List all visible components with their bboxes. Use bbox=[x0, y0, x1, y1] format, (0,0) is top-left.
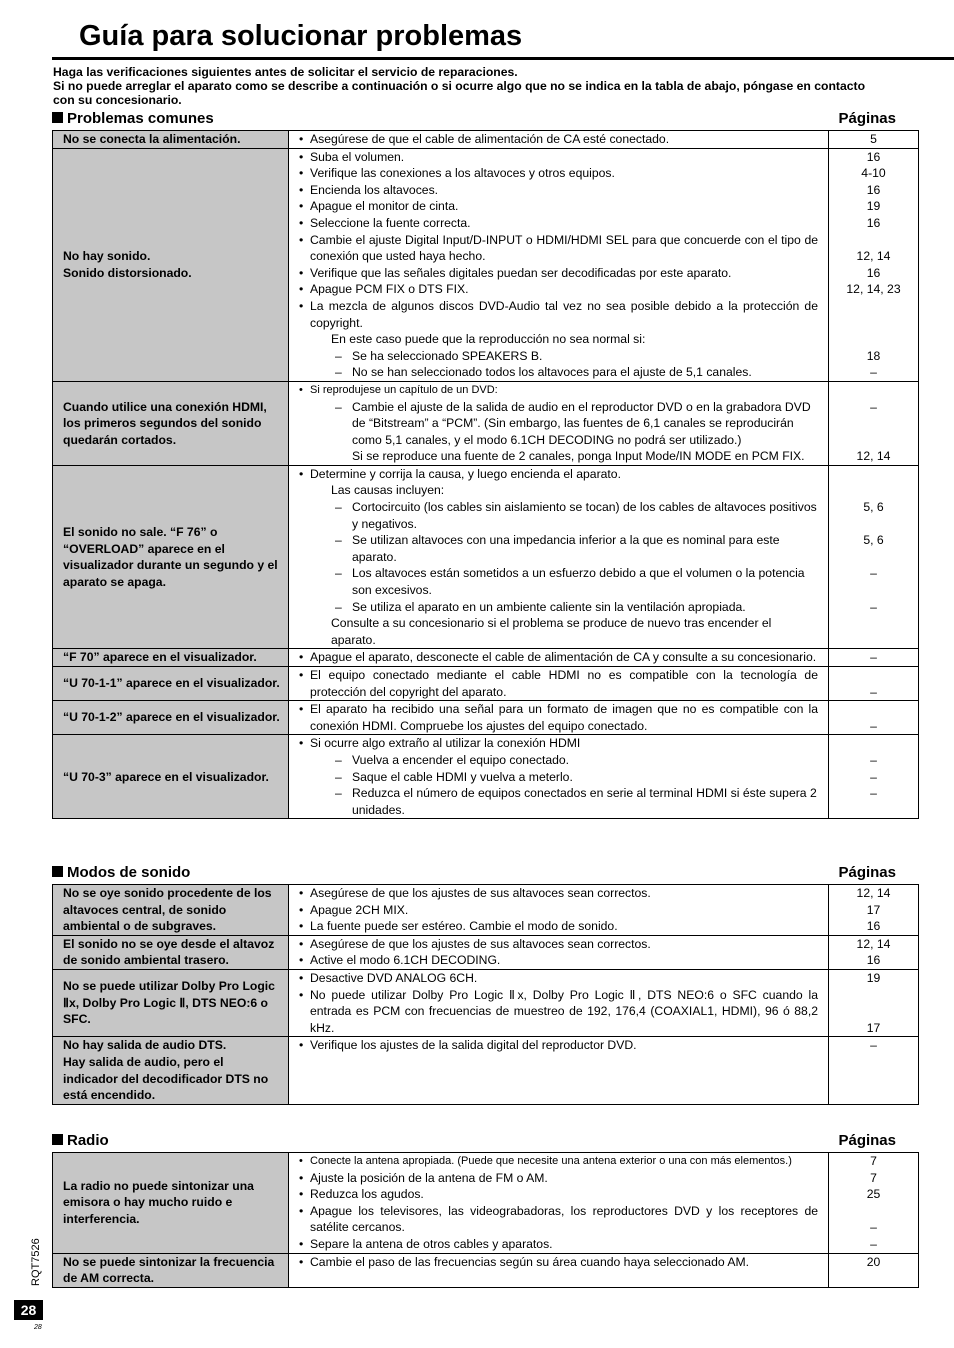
table-row bbox=[53, 885, 919, 936]
bullet-item: • No puede utilizar Dolby Pro Logic Ⅱx, Dolby Pro Logic Ⅱ, DTS NEO:6 o SFC cuando la entrada es PCM con frecuencias de muestreo de 192, 176,4 (COAXIAL1, HDMI), 96 ó 88,2 kHz. bbox=[299, 987, 818, 1037]
troubleshooting-table bbox=[52, 1152, 918, 1288]
section-title bbox=[52, 864, 190, 881]
page-ref: – bbox=[870, 769, 877, 784]
table-row bbox=[53, 148, 919, 381]
intro-line: Haga las verificaciones siguientes antes de solicitar el servicio de reparaciones. bbox=[53, 65, 518, 79]
square-bullet-icon bbox=[52, 1134, 63, 1145]
bullet-item: • Si ocurre algo extraño al utilizar la conexión HDMI bbox=[299, 735, 818, 752]
table-row bbox=[53, 969, 919, 1036]
problem-text: No hay salida de audio DTS. bbox=[63, 1038, 227, 1053]
page-ref: 12, 14 bbox=[856, 449, 891, 464]
problem-text: “U 70-1-2” aparece en el visualizador. bbox=[63, 710, 280, 725]
bullet-item: • Reduzca los agudos. bbox=[299, 1186, 818, 1203]
page-ref: 7 bbox=[870, 1170, 877, 1185]
problem-cell bbox=[53, 701, 289, 735]
table-row bbox=[53, 1153, 919, 1254]
pages-cell bbox=[829, 735, 919, 819]
problem-text: El sonido no sale. “F 76” o “OVERLOAD” aparece en el visualizador durante un segundo y el aparato se apaga. bbox=[63, 524, 278, 589]
solution-cell bbox=[289, 148, 829, 381]
square-bullet-icon bbox=[52, 112, 63, 123]
dash-item: – Se utiliza el aparato en un ambiente caliente sin la ventilación apropiada. bbox=[299, 599, 818, 616]
page-ref bbox=[829, 615, 918, 648]
problems-table bbox=[52, 884, 919, 1105]
section-title-text: Modos de sonido bbox=[67, 864, 191, 881]
solution-cell bbox=[289, 1253, 829, 1287]
page-ref bbox=[829, 331, 918, 348]
section-common-problems bbox=[52, 110, 918, 819]
bullet-item: • La fuente puede ser estéreo. Cambie el modo de sonido. bbox=[299, 918, 818, 935]
page-ref: 16 bbox=[866, 919, 881, 934]
problems-table bbox=[52, 1152, 919, 1288]
page-ref: 5, 6 bbox=[863, 533, 884, 548]
problem-cell bbox=[53, 1153, 289, 1254]
pages-cell bbox=[829, 1037, 919, 1104]
problem-cell bbox=[53, 148, 289, 381]
solution-cell bbox=[289, 667, 829, 701]
solution-cell bbox=[289, 935, 829, 969]
pages-column-label: Páginas bbox=[838, 1132, 896, 1149]
dash-item: – Vuelva a encender el equipo conectado. bbox=[299, 752, 818, 769]
troubleshooting-table bbox=[52, 884, 918, 1105]
page-ref: 16 bbox=[866, 953, 881, 968]
title-rule bbox=[52, 57, 954, 60]
pages-cell bbox=[829, 935, 919, 969]
bullet-item: • Suba el volumen. bbox=[299, 149, 818, 166]
bullet-item: • Verifique los ajustes de la salida digital del reproductor DVD. bbox=[299, 1037, 818, 1054]
bullet-item: • Verifique que las señales digitales puedan ser decodificadas por este aparato. bbox=[299, 265, 818, 282]
page-ref bbox=[829, 382, 918, 399]
table-row bbox=[53, 465, 919, 649]
page-ref: – bbox=[870, 566, 877, 581]
problem-cell bbox=[53, 649, 289, 667]
problem-text: Hay salida de audio, pero el indicador del decodificador DTS no está encendido. bbox=[63, 1054, 269, 1103]
page-title: Guía para solucionar problemas bbox=[79, 20, 523, 52]
section-title bbox=[52, 1132, 109, 1149]
page-ref: 19 bbox=[866, 970, 881, 985]
section-sound-modes bbox=[52, 864, 918, 1105]
table-row bbox=[53, 1253, 919, 1287]
troubleshooting-table bbox=[52, 130, 918, 819]
bullet-item: • Si reprodujese un capítulo de un DVD: bbox=[299, 382, 818, 399]
problem-cell bbox=[53, 735, 289, 819]
table-row bbox=[53, 667, 919, 701]
solution-cell bbox=[289, 131, 829, 149]
pages-cell bbox=[829, 969, 919, 1036]
bullet-item: • La mezcla de algunos discos DVD-Audio tal vez no sea posible debido a la protección de copyright. bbox=[299, 298, 818, 331]
bullet-item: • Conecte la antena apropiada. (Puede que necesite una antena exterior o una con más elementos.) bbox=[299, 1153, 818, 1170]
problem-cell bbox=[53, 885, 289, 936]
table-row bbox=[53, 649, 919, 667]
bullet-item: • Verifique las conexiones a los altavoces y otros equipos. bbox=[299, 165, 818, 182]
problem-text: No se puede utilizar Dolby Pro Logic Ⅱx, Dolby Pro Logic Ⅱ, DTS NEO:6 o SFC. bbox=[63, 979, 275, 1027]
table-row bbox=[53, 701, 919, 735]
problem-text: Sonido distorsionado. bbox=[63, 265, 192, 280]
note-text: Si se reproduce una fuente de 2 canales, ponga Input Mode/IN MODE en PCM FIX. bbox=[352, 449, 805, 464]
page-ref: – bbox=[870, 786, 877, 801]
bullet-item: • Seleccione la fuente correcta. bbox=[299, 215, 818, 232]
problem-cell bbox=[53, 935, 289, 969]
page-ref: 16 bbox=[866, 265, 881, 280]
bullet-item: • Asegúrese de que los ajustes de sus altavoces sean correctos. bbox=[299, 936, 818, 953]
problem-text: No hay sonido. bbox=[63, 249, 151, 264]
page-ref: 16 bbox=[866, 215, 881, 230]
pages-cell bbox=[829, 381, 919, 465]
solution-cell bbox=[289, 969, 829, 1036]
page-ref: – bbox=[870, 365, 877, 380]
dash-item: – Saque el cable HDMI y vuelva a meterlo. bbox=[299, 769, 818, 786]
page-ref: – bbox=[870, 752, 877, 767]
bullet-item: • Determine y corrija la causa, y luego encienda el aparato. bbox=[299, 466, 818, 483]
page-ref bbox=[829, 298, 918, 331]
solution-cell bbox=[289, 381, 829, 465]
sub-text: Las causas incluyen: bbox=[331, 483, 445, 498]
bullet-item: • Apague PCM FIX o DTS FIX. bbox=[299, 281, 818, 298]
page-ref bbox=[829, 735, 918, 752]
problem-cell bbox=[53, 465, 289, 649]
page-ref: 7 bbox=[870, 1154, 877, 1168]
square-bullet-icon bbox=[52, 866, 63, 877]
table-row bbox=[53, 1037, 919, 1104]
problem-text: No se conecta la alimentación. bbox=[63, 132, 241, 146]
page-ref: 12, 14 bbox=[856, 886, 891, 900]
bullet-item: • Apague el aparato, desconecte el cable de alimentación de CA y consulte a su concesionario. bbox=[299, 649, 818, 666]
page-ref: 4-10 bbox=[861, 166, 886, 181]
pages-cell bbox=[829, 1253, 919, 1287]
pages-cell bbox=[829, 701, 919, 735]
bullet-item: • Apague los televisores, las videograbadoras, los reproductores DVD y los receptores de satélite cercanos. bbox=[299, 1203, 818, 1236]
table-row bbox=[53, 381, 919, 465]
page-ref: 5, 6 bbox=[863, 500, 884, 515]
pages-column-label: Páginas bbox=[838, 110, 896, 127]
page-ref: 18 bbox=[866, 348, 881, 363]
section-header bbox=[52, 864, 918, 884]
problem-text: No se oye sonido procedente de los altavoces central, de sonido ambiental o de subgraves. bbox=[63, 886, 272, 934]
section-header bbox=[52, 110, 918, 130]
bullet-item: • Separe la antena de otros cables y aparatos. bbox=[299, 1236, 818, 1253]
page-ref: – bbox=[870, 1236, 877, 1251]
pages-cell bbox=[829, 1153, 919, 1254]
bullet-item: • Cambie el ajuste Digital Input/D-INPUT o HDMI/HDMI SEL para que concuerde con el tipo de conexión que usted haya hecho. bbox=[299, 232, 818, 265]
section-title-text: Problemas comunes bbox=[67, 110, 214, 127]
dash-item: – Reduzca el número de equipos conectados en serie al terminal HDMI si éste supera 2 unidades. bbox=[299, 785, 818, 818]
bullet-item: • Apague 2CH MIX. bbox=[299, 902, 818, 919]
section-radio bbox=[52, 1132, 918, 1288]
problem-text: La radio no puede sintonizar una emisora o hay mucho ruido e interferencia. bbox=[63, 1178, 254, 1227]
problem-text: “F 70” aparece en el visualizador. bbox=[63, 650, 257, 665]
solution-cell bbox=[289, 465, 829, 649]
page-ref: 12, 14 bbox=[856, 936, 891, 951]
bullet-item: • Active el modo 6.1CH DECODING. bbox=[299, 952, 818, 969]
bullet-item: • Desactive DVD ANALOG 6CH. bbox=[299, 970, 818, 987]
pages-cell bbox=[829, 148, 919, 381]
table-row bbox=[53, 935, 919, 969]
dash-item: – Los altavoces están sometidos a un esfuerzo debido a que el volumen o la potencia son excesivos. bbox=[299, 565, 818, 598]
bullet-item: • Apague el monitor de cinta. bbox=[299, 198, 818, 215]
problem-text: El sonido no se oye desde el altavoz de sonido ambiental trasero. bbox=[63, 936, 275, 968]
table-row bbox=[53, 735, 919, 819]
page-ref: 17 bbox=[866, 1020, 881, 1035]
bullet-item: • Ajuste la posición de la antena de FM o AM. bbox=[299, 1170, 818, 1187]
problem-text: “U 70-3” aparece en el visualizador. bbox=[63, 769, 269, 784]
section-header bbox=[52, 1132, 918, 1152]
page-ref: 16 bbox=[866, 149, 881, 164]
bullet-item: • Asegúrese de que los ajustes de sus altavoces sean correctos. bbox=[299, 885, 818, 902]
bullet-item: • El aparato ha recibido una señal para un formato de imagen que no es compatible con la conexión HDMI. Compruebe los ajustes del equipo conectado. bbox=[299, 701, 818, 734]
sub-text: Consulte a su concesionario si el problema se produce de nuevo tras encender el aparato. bbox=[331, 616, 772, 647]
solution-cell bbox=[289, 1037, 829, 1104]
page-ref: – bbox=[870, 650, 877, 665]
pages-cell bbox=[829, 885, 919, 936]
pages-cell bbox=[829, 649, 919, 667]
intro-line: con su concesionario. bbox=[53, 93, 182, 107]
page-ref: – bbox=[870, 1038, 877, 1053]
page-ref: 20 bbox=[866, 1254, 881, 1269]
bullet-item: • Encienda los altavoces. bbox=[299, 182, 818, 199]
problem-text: Cuando utilice una conexión HDMI, los primeros segundos del sonido quedarán cortados. bbox=[63, 399, 267, 447]
page-ref: 5 bbox=[870, 132, 877, 146]
problem-text: No se puede sintonizar la frecuencia de AM correcta. bbox=[63, 1254, 275, 1286]
problem-cell bbox=[53, 131, 289, 149]
document-code: RQT7526 bbox=[30, 1238, 42, 1286]
page-ref: 12, 14, 23 bbox=[846, 282, 901, 297]
section-title-text: Radio bbox=[67, 1132, 109, 1149]
page-ref: – bbox=[870, 399, 877, 414]
intro-line: Si no puede arreglar el aparato como se describe a continuación o si ocurre algo que no se indica en la tabla de abajo, póngase en contacto bbox=[53, 79, 866, 93]
sub-text: En este caso puede que la reproducción no sea normal si: bbox=[331, 332, 646, 347]
solution-cell bbox=[289, 885, 829, 936]
problem-cell bbox=[53, 1037, 289, 1104]
page-ref: 12, 14 bbox=[856, 249, 891, 264]
table-row bbox=[53, 131, 919, 149]
page-ref: – bbox=[870, 718, 877, 733]
pages-column-label: Páginas bbox=[838, 864, 896, 881]
solution-cell bbox=[289, 735, 829, 819]
problem-cell bbox=[53, 969, 289, 1036]
dash-item: – Se utilizan altavoces con una impedancia inferior a la que es nominal para este aparato. bbox=[299, 532, 818, 565]
problems-table bbox=[52, 130, 919, 819]
section-title bbox=[52, 110, 214, 127]
solution-cell bbox=[289, 701, 829, 735]
solution-cell bbox=[289, 649, 829, 667]
page-number-small: 28 bbox=[34, 1324, 42, 1331]
page-ref: 25 bbox=[866, 1187, 881, 1202]
problem-text: “U 70-1-1” aparece en el visualizador. bbox=[63, 676, 280, 691]
page-ref: 17 bbox=[866, 902, 881, 917]
dash-item: – Se ha seleccionado SPEAKERS B. bbox=[299, 348, 818, 365]
dash-item: – Cortocircuito (los cables sin aislamiento se tocan) de los cables de altavoces positivos y negativos. bbox=[299, 499, 818, 532]
bullet-item: • El equipo conectado mediante el cable HDMI no es compatible con la tecnología de protección del copyright del aparato. bbox=[299, 667, 818, 700]
pages-cell bbox=[829, 465, 919, 649]
problem-cell bbox=[53, 381, 289, 465]
page-ref bbox=[829, 466, 918, 483]
solution-cell bbox=[289, 1153, 829, 1254]
bullet-item: • Cambie el paso de las frecuencias según su área cuando haya seleccionado AM. bbox=[299, 1254, 818, 1271]
pages-cell bbox=[829, 667, 919, 701]
page-ref: 16 bbox=[866, 182, 881, 197]
page-number: 28 bbox=[14, 1300, 43, 1320]
bullet-item: • Asegúrese de que el cable de alimentación de CA esté conectado. bbox=[299, 131, 818, 148]
problem-cell bbox=[53, 667, 289, 701]
problem-cell bbox=[53, 1253, 289, 1287]
dash-item: – Cambie el ajuste de la salida de audio en el reproductor DVD o en la grabadora DVD de “Bitstream” a “PCM”. (Sin embargo, las fuentes de 6,1 canales se reproducirán como 5,1 canales, y el modo 6.1CH DECODING no podrá ser utilizado.) bbox=[299, 399, 818, 449]
page-ref: – bbox=[870, 1220, 877, 1235]
page-ref bbox=[829, 482, 918, 499]
page-ref: 19 bbox=[866, 199, 881, 214]
intro-text bbox=[53, 65, 933, 107]
pages-cell bbox=[829, 131, 919, 149]
page-ref: – bbox=[870, 599, 877, 614]
dash-item: – No se han seleccionado todos los altavoces para el ajuste de 5,1 canales. bbox=[299, 364, 818, 381]
page-ref: – bbox=[870, 684, 877, 699]
